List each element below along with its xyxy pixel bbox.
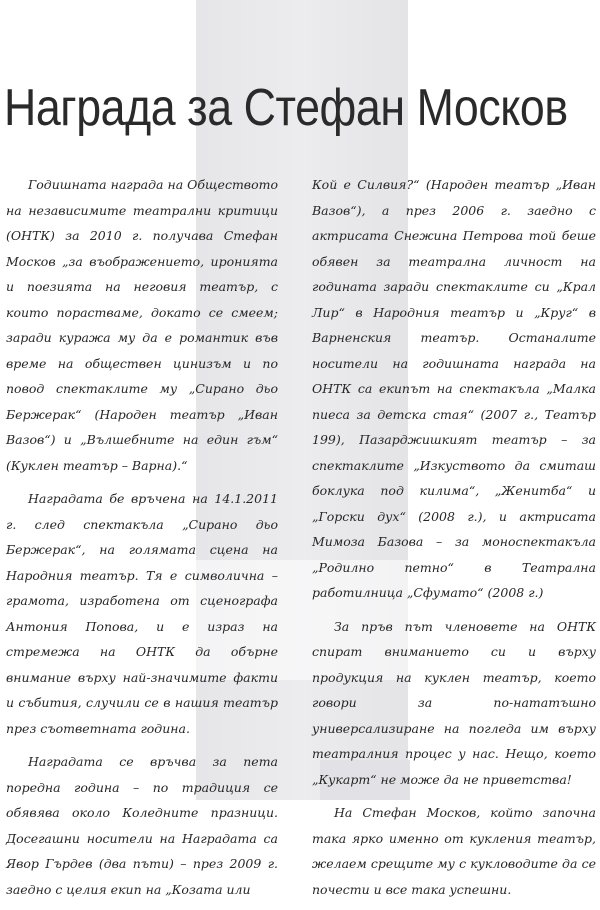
paragraph: Наградата се връчва за пета поредна година – по традиция се обявява около Коледните празници. Досегашни носители на Наградата са Явор Гърдев (два пъти) – през 2009 г. заедно с целия екип на „Козата или — [6, 754, 278, 897]
paragraph: На Стефан Москов, който започна така ярко именно от кукления театър, желаем срещите му с кукловодите да се почести и все така успешни. — [312, 805, 596, 897]
article-column-right — [312, 172, 596, 910]
paragraph: Годишната награда на Обществото на независимите театрални критици (ОНТК) за 2010 г. получава Стефан Москов „за въображението, иронията и поезията на неговия театър, с които порастваме, докато се смеем; заради куража му да е романтик във време на обществен цинизъм и по повод спектаклите му „Сирано дьо Бержерак“ (Народен театър „Иван Вазов“) и „Вълшебните на един гъм“ (Куклен театър – Варна).“ — [6, 177, 278, 473]
paragraph: За пръв път членовете на ОНТК спират вниманието си и върху продукция на куклен театър, което говори за по-нататъшно универсализиране на погледа им върху театралния процес у нас. Нещо, което „Кукарт“ не може да не приветства! — [312, 618, 596, 787]
paragraph: Кой е Силвия?“ (Народен театър „Иван Вазов“), а през 2006 г. заедно с актрисата Снежина Петрова той беше обявен за театрална личност на годината заради спектаклите си „Крал Лир“ в Народния театър и „Круг“ в Варненския театър. Останалите носители на годишната награда на ОНТК са екипът на спектакъла „Малка пиеса за детска стая“ (2007 г., Театър 199), Пазарджишкият театър – за спектаклите „Изкуството да смиташ боклука под килима“, „Женитба“ и „Горски дух“ (2008 г.), и актрисата Мимоза Базова – за моноспектакъла „Родилно петно“ в Театрална работилница „Сфумато“ (2008 г.) — [312, 177, 596, 600]
paragraph: Наградата бе връчена на 14.1.2011 г. след спектакъла „Сирано дьо Бержерак“, на голямата сцена на Народния театър. Тя е символична – грамота, изработена от сценографа Антония Попова, и е израз на стремежа на ОНТК да обърне внимание върху най-значимите факти и събития, случили се в нашия театър през съответната година. — [6, 491, 278, 736]
article-title: Награда за Стефан Москов — [4, 79, 568, 137]
article-column-left — [6, 172, 278, 910]
